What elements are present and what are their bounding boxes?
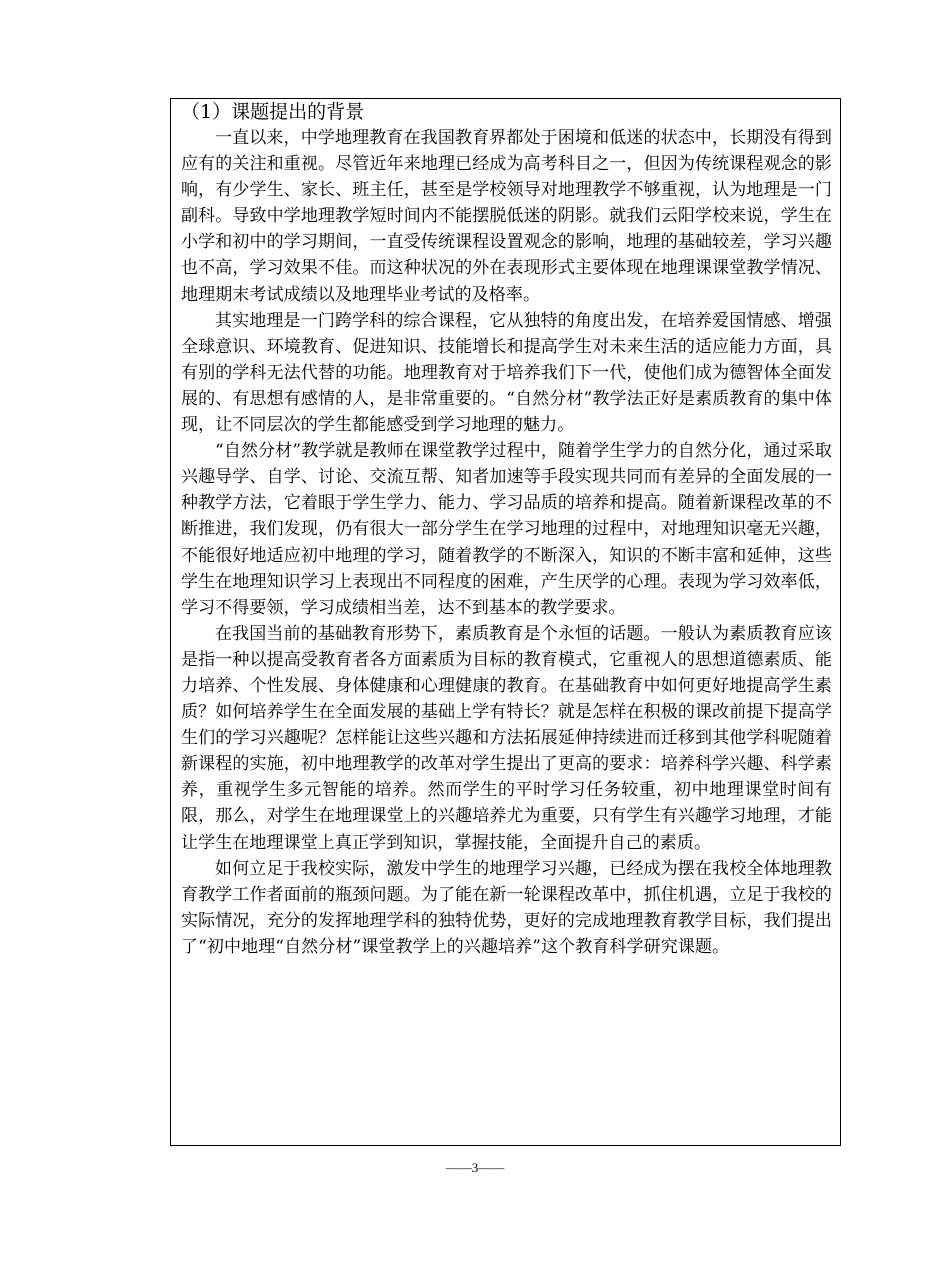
paragraph-background-4: 在我国当前的基础教育形势下，素质教育是个永恒的话题。一般认为素质教育应该是指一种以提高受教育者各方面素质为目标的教育模式，它重视人的思想道德素质、能力培养、个性发展、身体健康和心理健康的教育。在基础教育中如何更好地提高学生素质？如何培养学生在全面发展的基础上学有特长？就是怎样在积极的课改前提下提高学生们的学习兴趣呢？怎样能让这些兴趣和方法拓展延伸持续进而迁移到其他学科呢随着新课程的实施，初中地理教学的改革对学生提出了更高的要求：培养科学兴趣、科学素养，重视学生多元智能的培养。然而学生的平时学习任务较重，初中地理课堂时间有限，那么，对学生在地理课堂上的兴趣培养尤为重要，只有学生有兴趣学习地理，才能让学生在地理课堂上真正学到知识，掌握技能，全面提升自己的素质。 (181, 623, 832, 853)
page-number: ——3—— (445, 1160, 505, 1175)
paragraph-background-2: 其实地理是一门跨学科的综合课程，它从独特的角度出发，在培养爱国情感、增强全球意识、环境教育、促进知识、技能增长和提高学生对未来生活的适应能力方面，具有别的学科无法代替的功能。地理教育对于培养我们下一代，使他们成为德智体全面发展的、有思想有感情的人，是非常重要的。“自然分材”教学法正好是素质教育的集中体现，让不同层次的学生都能感受到学习地理的魅力。 (181, 310, 832, 436)
paragraph-background-1: 一直以来，中学地理教育在我国教育界都处于困境和低迷的状态中，长期没有得到应有的关注和重视。尽管近年来地理已经成为高考科目之一，但因为传统课程观念的影响，有少学生、家长、班主任，甚至是学校领导对地理教学不够重视，认为地理是一门副科。导致中学地理教学短时间内不能摆脱低迷的阴影。就我们云阳学校来说，学生在小学和初中的学习期间，一直受传统课程设置观念的影响，地理的基础较差，学习兴趣也不高，学习效果不佳。而这种状况的外在表现形式主要体现在地理课课堂教学情况、地理期末考试成绩以及地理毕业考试的及格率。 (181, 128, 832, 305)
content-table-cell (170, 98, 841, 1146)
section-heading: （1）课题提出的背景 (181, 101, 365, 123)
paragraph-background-5: 如何立足于我校实际，激发中学生的地理学习兴趣，已经成为摆在我校全体地理教育教学工作者面前的瓶颈问题。为了能在新一轮课程改革中，抓住机遇，立足于我校的实际情况，充分的发挥地理学科的独特优势，更好的完成地理教育教学目标，我们提出了“初中地理“自然分材”课堂教学上的兴趣培养”这个教育科学研究课题。 (181, 858, 832, 957)
paragraph-background-3: “自然分材”教学就是教师在课堂教学过程中，随着学生学力的自然分化，通过采取兴趣导学、自学、讨论、交流互帮、知者加速等手段实现共同而有差异的全面发展的一种教学方法，它着眼于学生学力、能力、学习品质的培养和提高。随着新课程改革的不断推进，我们发现，仍有很大一部分学生在学习地理的过程中，对地理知识毫无兴趣，不能很好地适应初中地理的学习，随着教学的不断深入，知识的不断丰富和延伸，这些学生在地理知识学习上表现出不同程度的困难，产生厌学的心理。表现为学习效率低，学习不得要领，学习成绩相当差，达不到基本的教学要求。 (181, 441, 832, 618)
